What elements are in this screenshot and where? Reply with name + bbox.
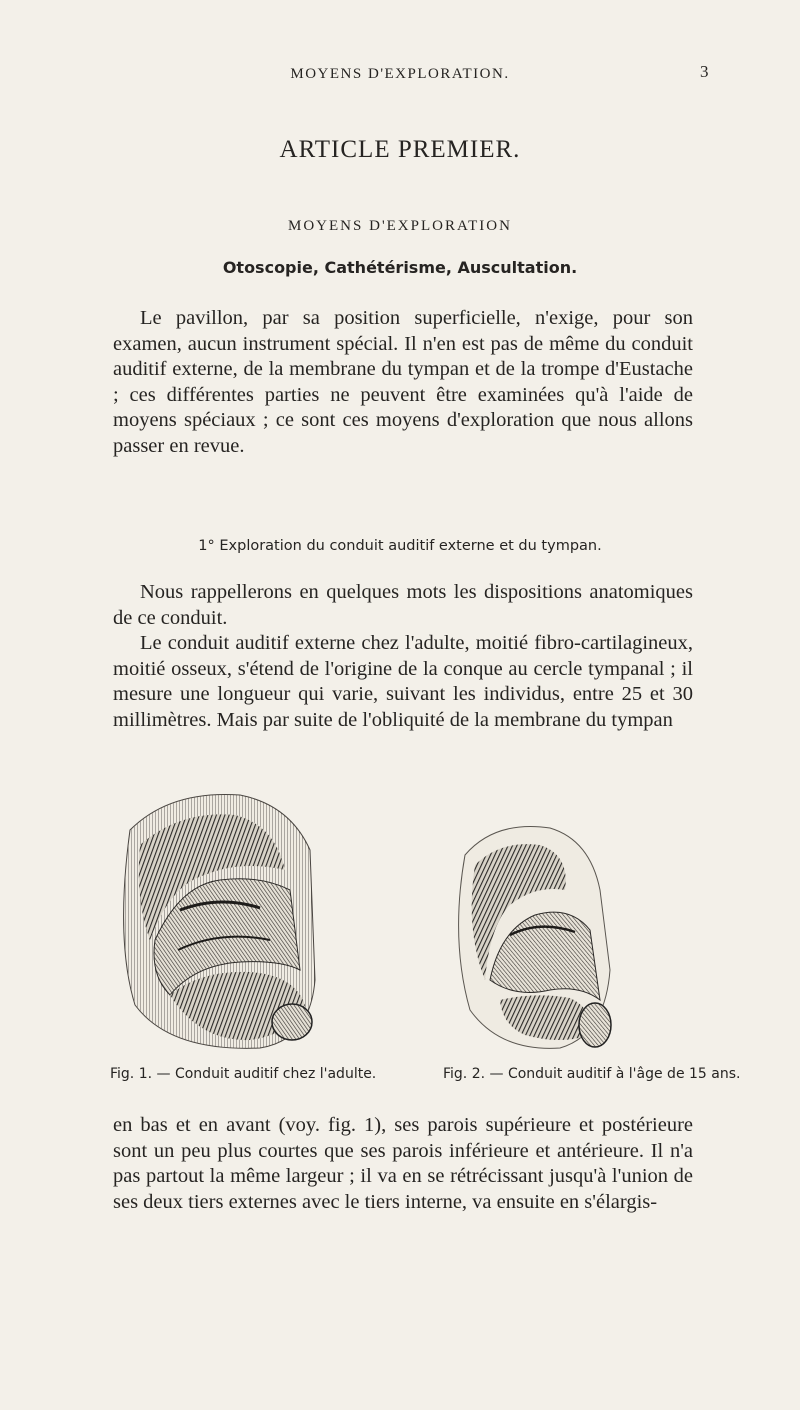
intro-paragraph: Le pavillon, par sa position superficielle, n'exige, pour son examen, aucun instrument spécial. Il n'en est pas de même du conduit auditif externe, de la membrane du tympan et de la trompe d'Eustache ; ces différentes parties ne peuvent être examinées qu'à l'aide de moyens spéciaux ; ce sont ces moyens d'exploration que nous allons passer en revue. [113, 307, 693, 457]
section-title: MOYENS D'EXPLORATION [288, 218, 512, 234]
running-head: MOYENS D'EXPLORATION. [290, 66, 510, 82]
figure-2-caption: Fig. 2. — Conduit auditif à l'âge de 15 ans. [443, 1066, 741, 1082]
engraving-adult-canal-icon [110, 790, 325, 1055]
engraving-youth-canal-icon [440, 820, 630, 1060]
paragraph-continuation: en bas et en avant (voy. fig. 1), ses parois supérieure et postérieure sont un peu plus courtes que ses parois inférieure et antérieure. Il n'a pas partout la même largeur ; il va en se rétrécissant jusqu'à l'union de ses deux tiers externes avec le tiers interne, va ensuite en s'élargis- [113, 1114, 693, 1213]
figure-1-caption: Fig. 1. — Conduit auditif chez l'adulte. [110, 1066, 377, 1082]
figure-1-adult-ear-canal [110, 790, 325, 1055]
paragraph-conduit: Le conduit auditif externe chez l'adulte, moitié fibro-cartilagineux, moitié osseux, s'étend de l'origine de la conque au cercle tympanal ; il mesure une longueur qui varie, suivant les individus, entre 25 et 30 millimètres. Mais par suite de l'obliquité de la membrane du tympan [113, 632, 693, 731]
section-subtitle: Otoscopie, Cathétérisme, Auscultation. [222, 258, 578, 277]
paragraph-anatomy: Nous rappellerons en quelques mots les dispositions anatomiques de ce conduit. [113, 581, 693, 629]
figure-2-youth-ear-canal [440, 820, 630, 1060]
page-number: 3 [700, 62, 709, 81]
article-title: ARTICLE PREMIER. [279, 136, 521, 163]
sub-heading: 1° Exploration du conduit auditif externe et du tympan. [198, 538, 602, 554]
